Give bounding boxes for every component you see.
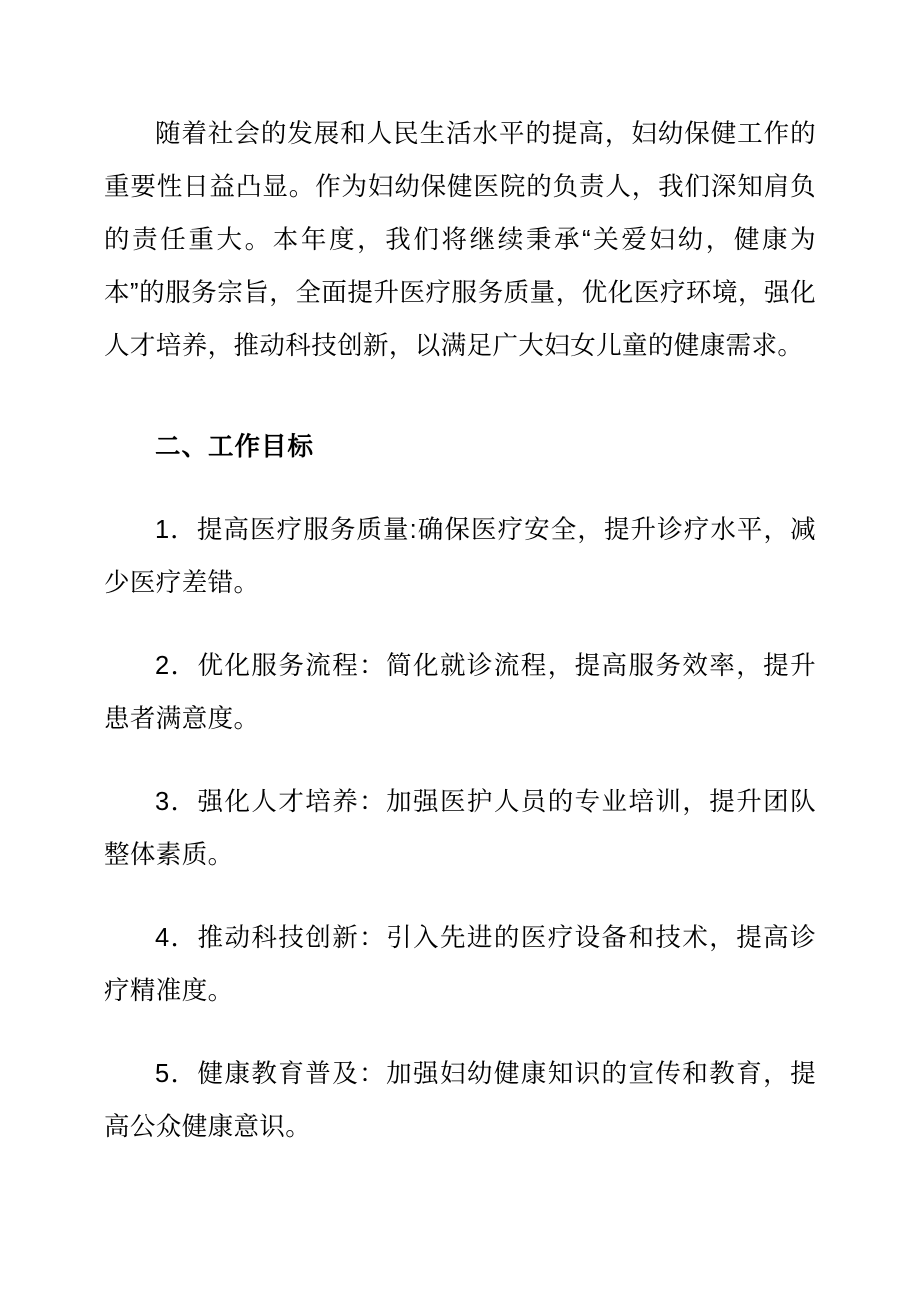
intro-paragraph: 随着社会的发展和人民生活水平的提高，妇幼保健工作的重要性日益凸显。作为妇幼保健医院的负责人，我们深知肩负的责任重大。本年度，我们将继续秉承“关爱妇幼，健康为本”的服务宗旨，全面提升医疗服务质量，优化医疗环境，强化人才培养，推动科技创新，以满足广大妇女儿童的健康需求。 bbox=[104, 120, 816, 360]
list-item: 1．提高医疗服务质量:确保医疗安全，提升诊疗水平，减少医疗差错。 bbox=[104, 516, 816, 597]
list-item: 5．健康教育普及：加强妇幼健康知识的宣传和教育，提高公众健康意识。 bbox=[104, 1060, 816, 1141]
list-item: 4．推动科技创新：引入先进的医疗设备和技术，提高诊疗精准度。 bbox=[104, 924, 816, 1005]
list-item: 2．优化服务流程：简化就诊流程，提高服务效率，提升患者满意度。 bbox=[104, 652, 816, 733]
list-item: 3．强化人才培养：加强医护人员的专业培训，提升团队整体素质。 bbox=[104, 788, 816, 869]
section-heading-work-goals: 二、工作目标 bbox=[155, 433, 315, 461]
